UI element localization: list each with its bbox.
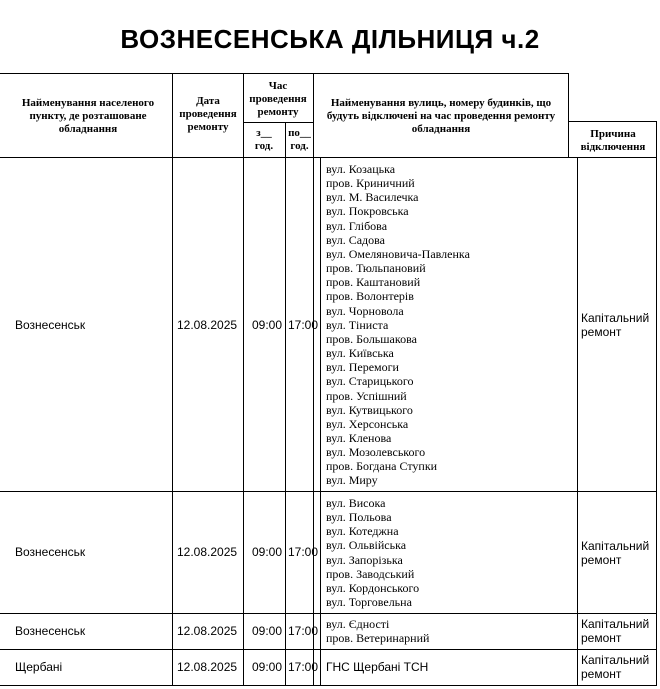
row-4-settlement: Щербані [15, 660, 63, 674]
street-item: вул. Херсонська [326, 416, 409, 431]
header-time: Час проведення ремонту [249, 80, 307, 118]
row-4-streets [326, 660, 428, 674]
street-item: вул. Перемоги [326, 360, 399, 375]
street-item: вул. Торговельна [326, 595, 412, 610]
reason-line: ремонт [581, 325, 622, 339]
street-item: пров. Волонтерів [326, 289, 414, 304]
row-1-settlement: Вознесенськ [15, 318, 86, 332]
header-date: Дата проведення ремонту [179, 95, 237, 133]
row-4-reason [581, 653, 649, 681]
street-item: вул. Глібова [326, 218, 388, 233]
row-2-to: 17:00 [288, 545, 319, 559]
street-item: вул. Кутвицького [326, 402, 413, 417]
street-item: вул. Чорновола [326, 303, 404, 318]
row-2-reason [581, 539, 649, 567]
header-from: з__ год. [254, 127, 274, 152]
row-3-reason [581, 617, 649, 645]
row-1-date: 12.08.2025 [177, 318, 238, 332]
street-item: вул. Ольвійська [326, 538, 407, 553]
reason-line: Капітальний [581, 311, 650, 325]
row-3-to: 17:00 [288, 624, 319, 638]
street-item: пров. Успішний [326, 388, 407, 403]
reason-line: ремонт [581, 631, 622, 645]
street-item: вул. Старицького [326, 374, 414, 389]
street-item: пров. Каштановий [326, 275, 421, 290]
reason-line: ремонт [581, 553, 622, 567]
row-3-settlement: Вознесенськ [15, 624, 86, 638]
header-streets: Найменування вулиць, номеру будинків, що будуть відключені на час проведення ремонту обладнання [326, 97, 556, 135]
street-item: вул. Кордонського [326, 580, 420, 595]
row-4-to: 17:00 [288, 660, 319, 674]
row-2-streets [326, 496, 419, 609]
reason-line: ремонт [581, 667, 622, 681]
row-4-date: 12.08.2025 [177, 660, 238, 674]
street-item: вул. Козацька [326, 162, 396, 176]
street-item: вул. М. Василечка [326, 190, 419, 205]
street-item: пров. Ветеринарний [326, 631, 430, 646]
street-item: вул. Запорізька [326, 552, 403, 567]
row-3-from: 09:00 [252, 624, 283, 638]
reason-line: Капітальний [581, 539, 650, 553]
header-to: по__ год. [288, 127, 311, 152]
street-item: вул. Висока [326, 496, 386, 510]
street-item: вул. Польова [326, 510, 392, 525]
row-3-date: 12.08.2025 [177, 624, 238, 638]
row-1-from: 09:00 [252, 318, 283, 332]
street-item: вул. Єдності [326, 617, 390, 631]
street-item: вул. Садова [326, 232, 385, 247]
street-item: вул. Мозолевського [326, 445, 426, 460]
reason-line: Капітальний [581, 653, 650, 667]
row-1-streets [326, 162, 470, 488]
header-reason: Причина відключення [580, 128, 646, 153]
street-item: вул. Миру [326, 473, 378, 488]
street-item: пров. Тюльпановий [326, 261, 426, 276]
row-4-from: 09:00 [252, 660, 283, 674]
street-item: пров. Большакова [326, 331, 417, 346]
street-item: вул. Омеляновича-Павленка [326, 246, 470, 261]
reason-line: Капітальний [581, 617, 650, 631]
street-item: пров. Богдана Ступки [326, 459, 438, 474]
row-1-reason [581, 311, 649, 339]
header-settlement: Найменування населеного пункту, де розташоване обладнання [21, 97, 155, 135]
street-item: вул. Кленова [326, 430, 392, 445]
street-item: вул. Покровська [326, 204, 409, 219]
row-1-to: 17:00 [288, 318, 319, 332]
page-title: ВОЗНЕСЕНСЬКА ДІЛЬНИЦЯ ч.2 [120, 24, 540, 54]
street-item: ГНС Щербані ТСН [326, 660, 429, 674]
street-item: вул. Котеджна [326, 524, 399, 539]
row-3-streets [326, 617, 429, 645]
street-item: пров. Криничний [326, 176, 415, 191]
row-2-settlement: Вознесенськ [15, 545, 86, 559]
street-item: пров. Заводський [326, 566, 415, 581]
street-item: вул. Київська [326, 346, 394, 361]
row-2-date: 12.08.2025 [177, 545, 238, 559]
street-item: вул. Тіниста [326, 317, 389, 332]
row-2-from: 09:00 [252, 545, 283, 559]
